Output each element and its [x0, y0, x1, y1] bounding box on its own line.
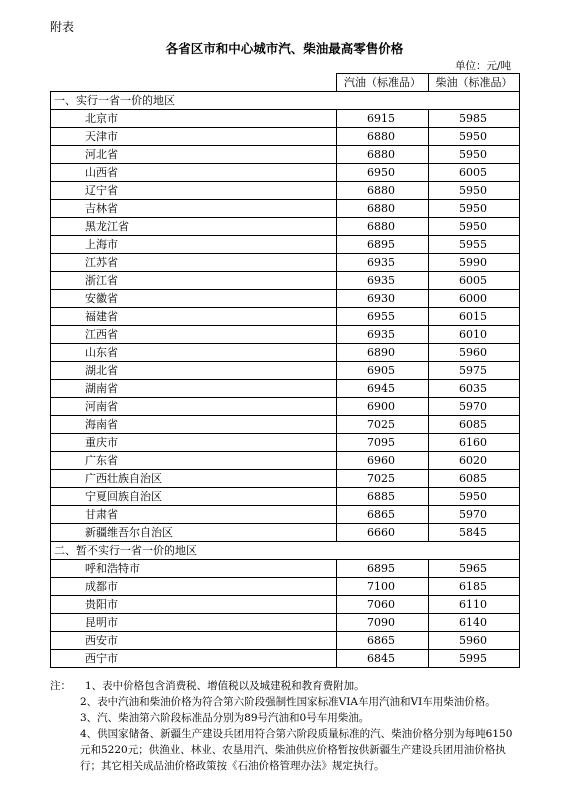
diesel-price: 6185 — [429, 578, 520, 596]
gasoline-price: 6895 — [337, 560, 429, 578]
table-row — [51, 146, 520, 164]
region-name: 湖北省 — [51, 362, 337, 380]
region-name: 浙江省 — [51, 272, 337, 290]
gasoline-price: 6960 — [337, 452, 429, 470]
region-name: 西安市 — [51, 632, 337, 650]
table-row — [51, 488, 520, 506]
region-name: 山西省 — [51, 164, 337, 182]
diesel-price: 5950 — [429, 182, 520, 200]
diesel-price: 5960 — [429, 344, 520, 362]
gasoline-price: 7025 — [337, 470, 429, 488]
diesel-price: 6085 — [429, 416, 520, 434]
table-row — [51, 164, 520, 182]
gasoline-price: 6935 — [337, 272, 429, 290]
region-name: 海南省 — [51, 416, 337, 434]
gasoline-price: 6900 — [337, 398, 429, 416]
diesel-price: 5950 — [429, 200, 520, 218]
table-row — [51, 308, 520, 326]
notes-prefix: 注： — [50, 680, 71, 692]
diesel-price: 6005 — [429, 272, 520, 290]
table-row — [51, 596, 520, 614]
table-row — [51, 326, 520, 344]
table-row — [51, 182, 520, 200]
gasoline-price: 6935 — [337, 326, 429, 344]
diesel-price: 5985 — [429, 110, 520, 128]
table-row — [51, 578, 520, 596]
gasoline-price: 7090 — [337, 614, 429, 632]
table-row — [51, 524, 520, 542]
region-name: 西宁市 — [51, 650, 337, 668]
diesel-price: 6005 — [429, 164, 520, 182]
diesel-price: 5950 — [429, 128, 520, 146]
diesel-price: 6035 — [429, 380, 520, 398]
gasoline-price: 6945 — [337, 380, 429, 398]
table-row — [51, 236, 520, 254]
gasoline-price: 6915 — [337, 110, 429, 128]
gasoline-price: 7095 — [337, 434, 429, 452]
gasoline-price: 6660 — [337, 524, 429, 542]
region-name: 江西省 — [51, 326, 337, 344]
gasoline-price: 6865 — [337, 506, 429, 524]
table-row — [51, 128, 520, 146]
region-name: 湖南省 — [51, 380, 337, 398]
price-table — [50, 73, 520, 668]
table-row — [51, 650, 520, 668]
gasoline-price: 6950 — [337, 164, 429, 182]
note-4: 4、供国家储备、新疆生产建设兵团用符合第六阶段质量标准的汽、柴油价格分别为每吨6150元和5220元；供渔业、林业、农垦用汽、柴油供应价格暂按供新疆生产建设兵团用油价格执行；其它相关成品油价格政策按《石油价格管理办法》规定执行。 — [80, 728, 513, 772]
diesel-price: 5950 — [429, 488, 520, 506]
gasoline-price: 6880 — [337, 182, 429, 200]
region-name: 成都市 — [51, 578, 337, 596]
region-name: 河南省 — [51, 398, 337, 416]
diesel-price: 6015 — [429, 308, 520, 326]
gasoline-price: 6935 — [337, 254, 429, 272]
gasoline-price: 6880 — [337, 218, 429, 236]
diesel-price: 6110 — [429, 596, 520, 614]
table-row — [51, 380, 520, 398]
gasoline-price: 7060 — [337, 596, 429, 614]
gasoline-price: 6880 — [337, 128, 429, 146]
table-row — [51, 272, 520, 290]
notes — [50, 678, 519, 774]
region-name: 广东省 — [51, 452, 337, 470]
region-name: 黑龙江省 — [51, 218, 337, 236]
header-diesel: 柴油（标准品） — [429, 74, 520, 92]
region-name: 天津市 — [51, 128, 337, 146]
table-row — [51, 434, 520, 452]
gasoline-price: 7100 — [337, 578, 429, 596]
note-3: 3、汽、柴油第六阶段标准品分别为89号汽油和0号车用柴油。 — [80, 712, 370, 724]
note-2: 2、表中汽油和柴油价格为符合第六阶段强制性国家标准VIA车用汽油和VI车用柴油价格。 — [80, 696, 496, 708]
region-name: 福建省 — [51, 308, 337, 326]
table-row — [51, 632, 520, 650]
diesel-price: 5990 — [429, 254, 520, 272]
diesel-price: 5950 — [429, 146, 520, 164]
gasoline-price: 6895 — [337, 236, 429, 254]
annex-label: 附表 — [50, 20, 75, 34]
table-row — [51, 506, 520, 524]
table-row — [51, 218, 520, 236]
region-name: 上海市 — [51, 236, 337, 254]
region-name: 呼和浩特市 — [51, 560, 337, 578]
diesel-price: 6085 — [429, 470, 520, 488]
region-name: 北京市 — [51, 110, 337, 128]
diesel-price: 5995 — [429, 650, 520, 668]
diesel-price: 5950 — [429, 218, 520, 236]
diesel-price: 6020 — [429, 452, 520, 470]
table-row — [51, 614, 520, 632]
table-row — [51, 560, 520, 578]
region-name: 江苏省 — [51, 254, 337, 272]
note-1 — [50, 678, 519, 694]
diesel-price: 6010 — [429, 326, 520, 344]
section-header-row — [51, 92, 520, 110]
diesel-price: 5970 — [429, 398, 520, 416]
gasoline-price: 6955 — [337, 308, 429, 326]
region-name: 辽宁省 — [51, 182, 337, 200]
table-row — [51, 344, 520, 362]
gasoline-price: 6930 — [337, 290, 429, 308]
unit-label: 单位：元/吨 — [454, 60, 511, 72]
diesel-price: 5970 — [429, 506, 520, 524]
header-blank-cell — [51, 74, 337, 92]
table-row — [51, 362, 520, 380]
diesel-price: 6140 — [429, 614, 520, 632]
table-row — [51, 416, 520, 434]
gasoline-price: 6885 — [337, 488, 429, 506]
table-row — [51, 200, 520, 218]
region-name: 山东省 — [51, 344, 337, 362]
region-name: 贵阳市 — [51, 596, 337, 614]
region-name: 吉林省 — [51, 200, 337, 218]
gasoline-price: 6880 — [337, 146, 429, 164]
region-name: 甘肃省 — [51, 506, 337, 524]
diesel-price: 5955 — [429, 236, 520, 254]
table-row — [51, 452, 520, 470]
section-header-row — [51, 542, 520, 560]
table-row — [51, 398, 520, 416]
diesel-price: 6000 — [429, 290, 520, 308]
note-1-text: 1、表中价格包含消费税、增值税以及城建税和教育费附加。 — [85, 680, 365, 692]
gasoline-price: 6890 — [337, 344, 429, 362]
region-name: 安徽省 — [51, 290, 337, 308]
table-row — [51, 470, 520, 488]
table-header-row — [51, 74, 520, 92]
table-row — [51, 110, 520, 128]
table-row — [51, 254, 520, 272]
page-title: 各省区市和中心城市汽、柴油最高零售价格 — [165, 41, 404, 56]
region-name: 宁夏回族自治区 — [51, 488, 337, 506]
region-name: 河北省 — [51, 146, 337, 164]
table-row — [51, 290, 520, 308]
diesel-price: 5845 — [429, 524, 520, 542]
section-label: 一、实行一省一价的地区 — [51, 92, 520, 110]
gasoline-price: 7025 — [337, 416, 429, 434]
section-label: 二、暂不实行一省一价的地区 — [51, 542, 520, 560]
diesel-price: 6160 — [429, 434, 520, 452]
gasoline-price: 6905 — [337, 362, 429, 380]
gasoline-price: 6865 — [337, 632, 429, 650]
gasoline-price: 6845 — [337, 650, 429, 668]
region-name: 广西壮族自治区 — [51, 470, 337, 488]
diesel-price: 5960 — [429, 632, 520, 650]
diesel-price: 5965 — [429, 560, 520, 578]
region-name: 昆明市 — [51, 614, 337, 632]
header-gasoline: 汽油（标准品） — [337, 74, 429, 92]
gasoline-price: 6880 — [337, 200, 429, 218]
region-name: 新疆维吾尔自治区 — [51, 524, 337, 542]
diesel-price: 5975 — [429, 362, 520, 380]
region-name: 重庆市 — [51, 434, 337, 452]
